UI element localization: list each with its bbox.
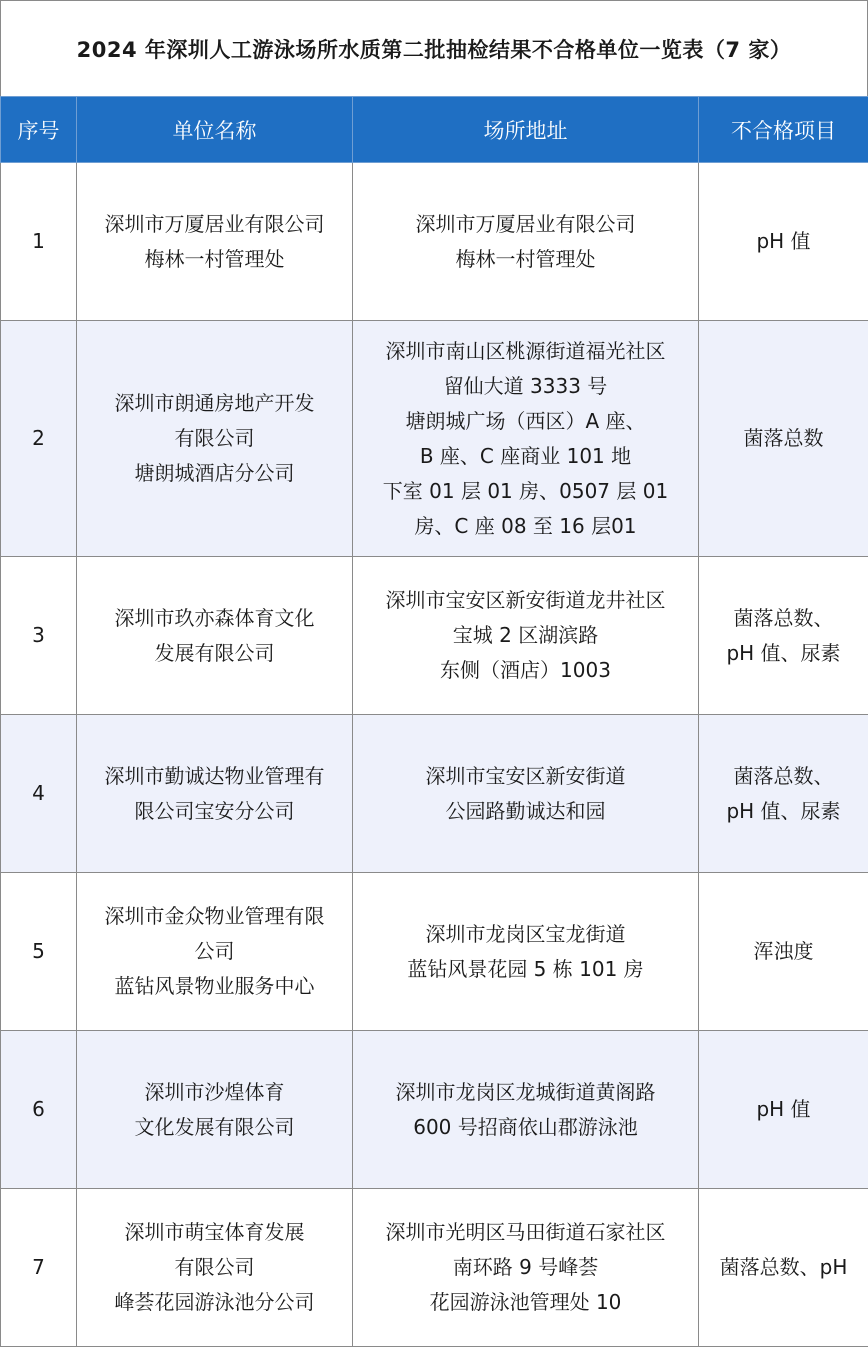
unit-name-cell (77, 715, 353, 873)
row-index: 5 (1, 873, 77, 1031)
unit-name-cell (77, 1031, 353, 1189)
unit-name-line: 梅林一村管理处 (144, 246, 285, 271)
failed-item-line: 菌落总数、 (733, 763, 834, 788)
address-line: 宝城 2 区湖滨路 (452, 623, 599, 647)
failed-item-line: 浑浊度 (753, 939, 814, 963)
unit-name-cell (77, 321, 353, 557)
address-cell (353, 1031, 699, 1189)
header-index: 序号 (1, 97, 77, 163)
address-line: 塘朗城广场（西区）A 座、 (405, 408, 646, 433)
row-index: 6 (1, 1031, 77, 1189)
row-index: 1 (1, 163, 77, 321)
address-line: 深圳市龙岗区龙城街道黄阁路 (395, 1079, 656, 1104)
address-line: 下室 01 层 01 房、0507 层 01 (382, 478, 669, 503)
results-table (0, 96, 868, 1347)
address-line: 东侧（酒店）1003 (440, 658, 611, 682)
address-line: 深圳市光明区马田街道石家社区 (385, 1220, 666, 1244)
address-line: 深圳市宝安区新安街道龙井社区 (385, 588, 666, 612)
address-line: 600 号招商依山郡游泳池 (413, 1114, 638, 1139)
unit-name-line: 深圳市玖亦森体育文化 (114, 605, 315, 630)
address-line: 深圳市南山区桃源街道福光社区 (385, 338, 666, 363)
failed-item-line: 菌落总数 (743, 426, 824, 450)
address-cell (353, 1189, 699, 1347)
address-line: 蓝钻风景花园 5 栋 101 房 (407, 956, 644, 981)
failed-items-cell (699, 163, 868, 321)
header-unit-name: 单位名称 (77, 97, 353, 163)
header-row (1, 97, 868, 163)
unit-name-line: 深圳市勤诚达物业管理有 (104, 763, 325, 788)
failed-items-cell (699, 321, 868, 557)
row-index: 7 (1, 1189, 77, 1347)
address-line: 公园路勤诚达和园 (445, 798, 606, 823)
table-title: 2024 年深圳人工游泳场所水质第二批抽检结果不合格单位一览表（7 家） (0, 0, 868, 96)
address-line: 深圳市宝安区新安街道 (425, 763, 626, 788)
address-line: 房、C 座 08 至 16 层01 (414, 513, 637, 538)
unit-name-line: 深圳市萌宝体育发展 (124, 1220, 305, 1244)
unit-name-line: 塘朗城酒店分公司 (134, 461, 295, 485)
failed-item-line: 菌落总数、pH (719, 1255, 848, 1279)
unit-name-cell (77, 873, 353, 1031)
failed-item-line: pH 值、尿素 (726, 640, 841, 665)
address-line: 梅林一村管理处 (455, 246, 596, 271)
row-index: 3 (1, 557, 77, 715)
address-line: 留仙大道 3333 号 (443, 373, 608, 398)
address-cell (353, 321, 699, 557)
address-line: 深圳市万厦居业有限公司 (415, 211, 636, 236)
unit-name-line: 深圳市金众物业管理有限 (104, 904, 325, 928)
header-address: 场所地址 (353, 97, 699, 163)
address-line: 深圳市龙岗区宝龙街道 (425, 921, 626, 946)
failed-items-cell (699, 1189, 868, 1347)
address-cell (353, 557, 699, 715)
table-row (1, 715, 868, 873)
unit-name-line: 峰荟花园游泳池分公司 (114, 1290, 315, 1314)
table-row (1, 163, 868, 321)
address-line: 南环路 9 号峰荟 (452, 1255, 599, 1279)
table-row (1, 1189, 868, 1347)
header-failed-items: 不合格项目 (699, 97, 868, 163)
table-row (1, 321, 868, 557)
failed-items-cell (699, 715, 868, 873)
unit-name-line: 文化发展有限公司 (134, 1114, 295, 1139)
address-cell (353, 715, 699, 873)
failed-items-cell (699, 557, 868, 715)
failed-item-line: pH 值、尿素 (726, 798, 841, 823)
unit-name-cell (77, 557, 353, 715)
failed-item-line: pH 值 (756, 229, 811, 253)
failed-item-line: pH 值 (756, 1097, 811, 1121)
failed-items-cell (699, 873, 868, 1031)
unit-name-line: 蓝钻风景物业服务中心 (114, 974, 315, 998)
unit-name-line: 发展有限公司 (154, 640, 275, 665)
address-cell (353, 163, 699, 321)
address-cell (353, 873, 699, 1031)
table-row (1, 873, 868, 1031)
row-index: 4 (1, 715, 77, 873)
unit-name-line: 有限公司 (174, 426, 255, 450)
unit-name-line: 公司 (194, 939, 235, 963)
unit-name-cell (77, 163, 353, 321)
unit-name-line: 限公司宝安分公司 (134, 798, 295, 823)
unit-name-cell (77, 1189, 353, 1347)
address-line: 花园游泳池管理处 10 (429, 1290, 622, 1314)
table-row (1, 557, 868, 715)
unit-name-line: 深圳市沙煌体育 (144, 1079, 285, 1104)
row-index: 2 (1, 321, 77, 557)
unit-name-line: 深圳市朗通房地产开发 (114, 391, 315, 415)
table-row (1, 1031, 868, 1189)
unit-name-line: 深圳市万厦居业有限公司 (104, 211, 325, 236)
address-line: B 座、C 座商业 101 地 (419, 443, 632, 468)
failed-item-line: 菌落总数、 (733, 605, 834, 630)
failed-items-cell (699, 1031, 868, 1189)
unit-name-line: 有限公司 (174, 1255, 255, 1279)
